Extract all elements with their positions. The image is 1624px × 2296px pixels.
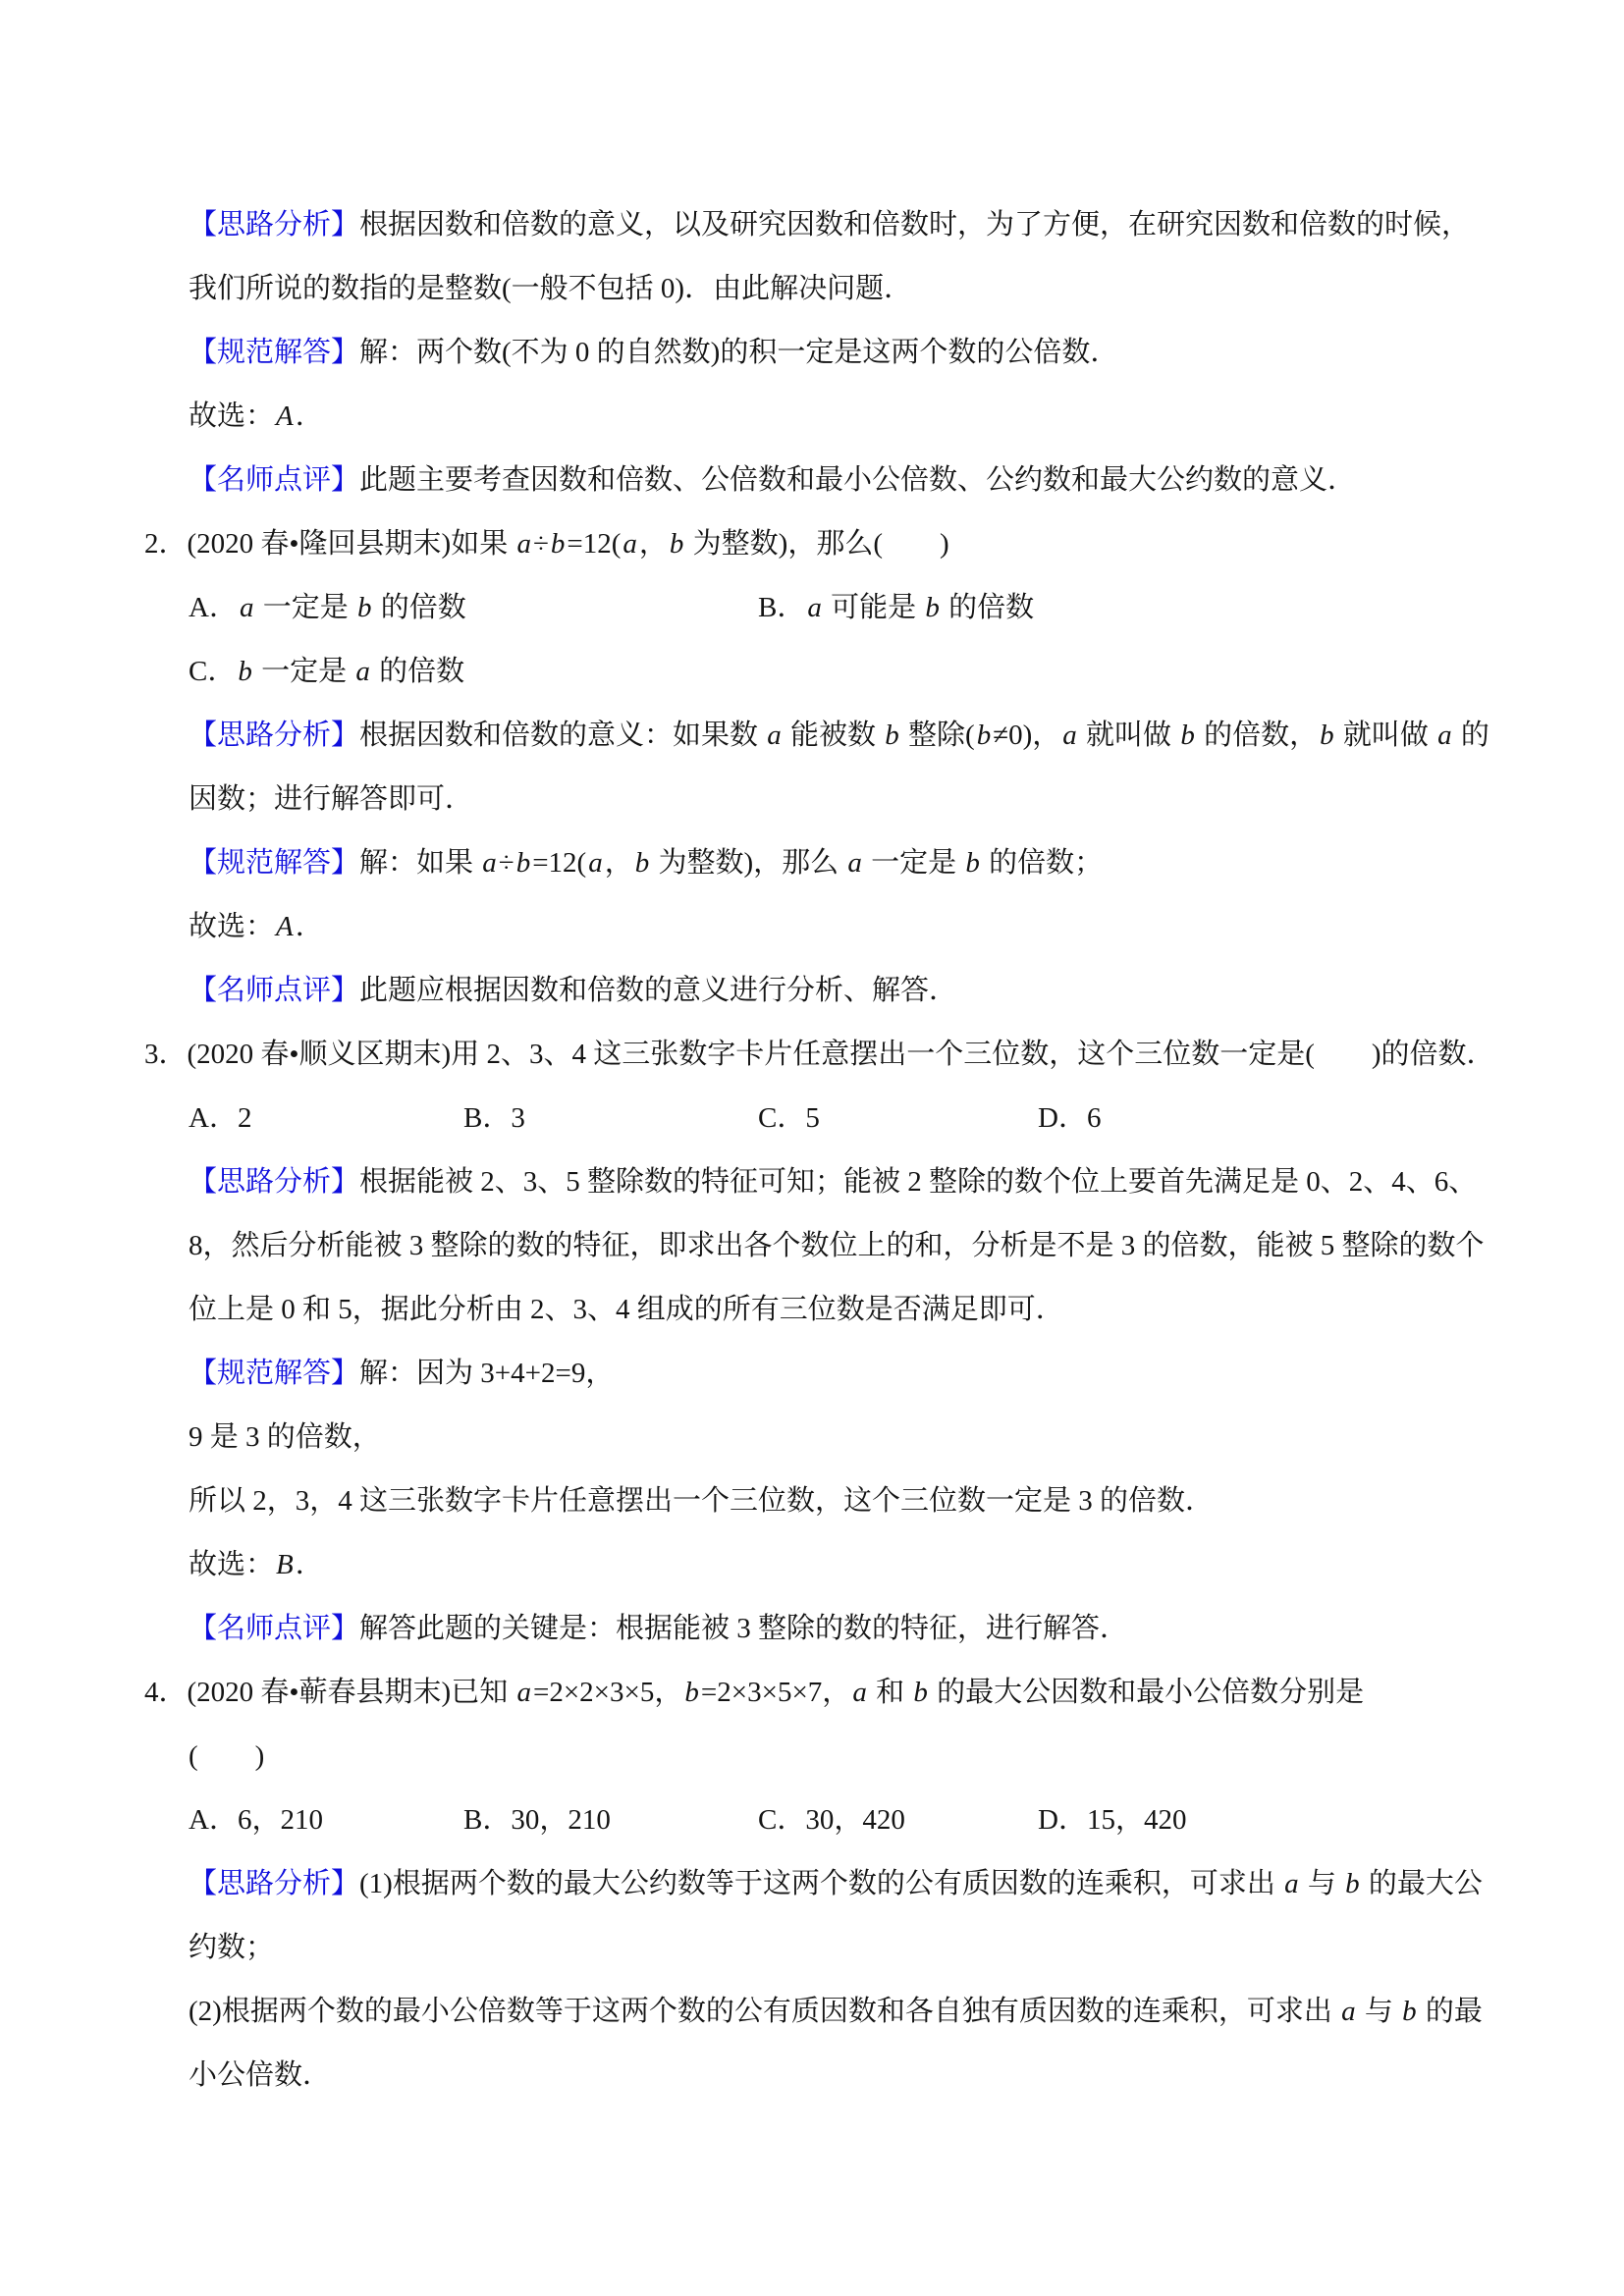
- math-variable: b: [238, 656, 252, 687]
- math-variable: a: [355, 656, 370, 687]
- text-run: 故选：: [189, 400, 275, 432]
- text-run: 4．(2020 春•蕲春县期末)已知: [144, 1677, 515, 1708]
- text-run: 2．(2020 春•隆回县期末)如果: [144, 528, 515, 560]
- text-run: 此题主要考查因数和倍数、公倍数和最小公倍数、公约数和最大公约数的意义．: [359, 464, 1357, 496]
- section-label: 【思路分析】: [189, 1868, 360, 1899]
- text-run: B．3: [463, 1102, 525, 1134]
- math-variable: a: [482, 847, 497, 879]
- math-variable: b: [515, 847, 531, 879]
- text-run: 所以 2，3，4 这三张数字卡片任意摆出一个三位数，这个三位数一定是 3 的倍数．: [189, 1485, 1215, 1517]
- text-line: [0, 1342, 1624, 1406]
- text-line: [0, 831, 1624, 895]
- option-item: [463, 1789, 758, 1852]
- text-run: A．2: [189, 1102, 252, 1134]
- text-run: 的倍数: [941, 592, 1035, 623]
- text-run: 和: [868, 1677, 912, 1708]
- text-line: [0, 1980, 1624, 2044]
- text-line: [0, 704, 1624, 768]
- text-run: ( ): [189, 1740, 265, 1772]
- math-variable: b: [634, 847, 650, 879]
- math-variable: a: [239, 592, 254, 623]
- text-run: 一定是: [863, 847, 964, 879]
- text-run: B．: [758, 592, 806, 623]
- math-variable: A: [276, 911, 294, 942]
- math-variable: a: [1437, 720, 1452, 751]
- text-line: [0, 1150, 1624, 1214]
- math-variable: a: [516, 1677, 531, 1708]
- text-run: 故选：: [189, 1549, 275, 1580]
- text-run: ．: [295, 400, 324, 432]
- text-run: ÷: [532, 528, 549, 560]
- text-run: D．6: [1038, 1102, 1102, 1134]
- option-item: [189, 1789, 463, 1852]
- text-line: [0, 1597, 1624, 1661]
- text-line: [0, 385, 1624, 449]
- option-item: [1038, 1087, 1101, 1150]
- text-run: 的最大公因数和最小公倍数分别是: [929, 1677, 1365, 1708]
- math-variable: b: [356, 592, 372, 623]
- text-run: 我们所说的数指的是整数(一般不包括 0)．由此解决问题．: [189, 273, 913, 304]
- text-line: [0, 2044, 1624, 2108]
- option-item: [463, 1087, 758, 1150]
- text-run: 8，然后分析能被 3 整除的数的特征，即求出各个数位上的和，分析是不是 3 的倍数，能被 5 整除的数个: [189, 1230, 1485, 1261]
- options-row: [0, 1789, 1624, 1852]
- math-variable: b: [669, 528, 684, 560]
- text-run: 约数；: [189, 1932, 275, 1963]
- math-variable: a: [1341, 1996, 1356, 2027]
- text-line: [0, 1406, 1624, 1469]
- text-run: 为整数)，那么: [651, 847, 846, 879]
- text-run: =12(: [532, 847, 587, 879]
- text-line: [0, 1725, 1624, 1789]
- section-label: 【规范解答】: [189, 337, 360, 368]
- math-variable: b: [925, 592, 940, 623]
- section-label: 【规范解答】: [189, 847, 360, 879]
- text-run: 的倍数: [373, 592, 466, 623]
- math-variable: b: [965, 847, 980, 879]
- option-item: [1038, 1789, 1186, 1852]
- option-item: [189, 1087, 463, 1150]
- text-run: 的倍数，: [1196, 720, 1319, 751]
- text-line: [0, 640, 1624, 704]
- math-variable: B: [276, 1549, 294, 1580]
- math-variable: b: [1320, 720, 1334, 751]
- option-item: [758, 1087, 1038, 1150]
- text-run: 9 是 3 的倍数，: [189, 1421, 381, 1453]
- text-line: [0, 959, 1624, 1023]
- text-run: D．15，420: [1038, 1804, 1187, 1836]
- text-run: 解：因为 3+4+2=9，: [359, 1358, 615, 1389]
- text-run: ÷: [498, 847, 514, 879]
- text-run: 解：两个数(不为 0 的自然数)的积一定是这两个数的公倍数．: [359, 337, 1119, 368]
- text-run: 就叫做: [1078, 720, 1179, 751]
- question-line: [0, 1023, 1624, 1087]
- question-line: [0, 1661, 1624, 1725]
- text-run: 整除(: [900, 720, 975, 751]
- text-run: 根据能被 2、3、5 整除数的特征可知；能被 2 整除的数个位上要首先满足是 0、2、4、6、: [359, 1166, 1478, 1198]
- section-label: 【名师点评】: [189, 1613, 360, 1644]
- math-variable: a: [852, 1677, 867, 1708]
- text-run: 的倍数: [371, 656, 465, 687]
- text-line: [0, 768, 1624, 831]
- text-run: 一定是: [253, 656, 354, 687]
- text-line: [0, 449, 1624, 512]
- text-run: ，: [638, 528, 668, 560]
- text-run: 一定是: [255, 592, 355, 623]
- section-label: 【思路分析】: [189, 209, 360, 240]
- math-variable: b: [1345, 1868, 1360, 1899]
- math-variable: a: [807, 592, 822, 623]
- math-variable: a: [588, 847, 603, 879]
- text-line: [0, 1916, 1624, 1980]
- math-variable: a: [1284, 1868, 1299, 1899]
- options-row: [0, 576, 1624, 640]
- math-variable: b: [913, 1677, 928, 1708]
- text-run: 故选：: [189, 911, 275, 942]
- math-variable: a: [847, 847, 862, 879]
- text-run: 的最: [1418, 1996, 1483, 2027]
- math-variable: a: [623, 528, 637, 560]
- text-run: 3．(2020 春•顺义区期末)用 2、3、4 这三张数字卡片任意摆出一个三位数，这个三位数一定是( )的倍数．: [144, 1039, 1495, 1070]
- option-item: [758, 576, 1034, 640]
- text-run: 与: [1357, 1996, 1401, 2027]
- section-label: 【思路分析】: [189, 1166, 360, 1198]
- text-run: (2)根据两个数的最小公倍数等于这两个数的公有质因数和各自独有质因数的连乘积，可求出: [189, 1996, 1340, 2027]
- section-label: 【名师点评】: [189, 464, 360, 496]
- question-line: [0, 512, 1624, 576]
- text-line: [0, 895, 1624, 959]
- option-item: [189, 576, 758, 640]
- math-variable: a: [1062, 720, 1077, 751]
- math-variable: b: [684, 1677, 699, 1708]
- text-line: [0, 321, 1624, 385]
- text-run: =12(: [567, 528, 622, 560]
- text-run: 小公倍数．: [189, 2059, 332, 2091]
- text-line: [0, 1278, 1624, 1342]
- text-run: A．6，210: [189, 1804, 323, 1836]
- text-run: 解答此题的关键是：根据能被 3 整除的数的特征，进行解答．: [359, 1613, 1129, 1644]
- text-run: =2×2×3×5，: [532, 1677, 683, 1708]
- section-label: 【思路分析】: [189, 720, 360, 751]
- math-variable: b: [976, 720, 992, 751]
- text-run: 与: [1300, 1868, 1344, 1899]
- text-run: C．5: [758, 1102, 820, 1134]
- text-run: ．: [295, 1549, 324, 1580]
- text-run: ≠0)，: [993, 720, 1061, 751]
- text-run: 为整数)，那么( ): [685, 528, 949, 560]
- text-run: 可能是: [823, 592, 924, 623]
- text-line: [0, 193, 1624, 257]
- math-variable: b: [550, 528, 566, 560]
- text-run: (1)根据两个数的最大公约数等于这两个数的公有质因数的连乘积，可求出: [359, 1868, 1283, 1899]
- text-run: 的最大公: [1361, 1868, 1483, 1899]
- text-line: [0, 1214, 1624, 1278]
- text-run: C．30，420: [758, 1804, 905, 1836]
- math-variable: b: [1180, 720, 1195, 751]
- section-label: 【名师点评】: [189, 975, 360, 1006]
- math-variable: a: [767, 720, 782, 751]
- text-run: 的倍数；: [981, 847, 1104, 879]
- text-line: [0, 1852, 1624, 1916]
- text-run: 根据因数和倍数的意义：如果数: [359, 720, 766, 751]
- math-variable: A: [276, 400, 294, 432]
- text-line: [0, 257, 1624, 321]
- text-run: A．: [189, 592, 238, 623]
- math-variable: a: [516, 528, 531, 560]
- math-variable: b: [885, 720, 899, 751]
- text-run: 因数；进行解答即可．: [189, 783, 474, 815]
- text-run: ．: [295, 911, 324, 942]
- text-run: 根据因数和倍数的意义，以及研究因数和倍数时，为了方便，在研究因数和倍数的时候，: [359, 209, 1471, 240]
- text-line: [0, 1469, 1624, 1533]
- option-item: [758, 1789, 1038, 1852]
- text-run: ，: [604, 847, 633, 879]
- text-run: 就叫做: [1335, 720, 1436, 751]
- math-variable: b: [1402, 1996, 1417, 2027]
- text-line: [0, 1533, 1624, 1597]
- text-run: =2×3×5×7，: [700, 1677, 851, 1708]
- text-run: 的: [1453, 720, 1489, 751]
- options-row: [0, 1087, 1624, 1150]
- text-run: 位上是 0 和 5，据此分析由 2、3、4 组成的所有三位数是否满足即可．: [189, 1294, 1064, 1325]
- text-run: 能被数: [783, 720, 884, 751]
- text-run: 此题应根据因数和倍数的意义进行分析、解答．: [359, 975, 958, 1006]
- text-run: 解：如果: [359, 847, 481, 879]
- section-label: 【规范解答】: [189, 1358, 360, 1389]
- text-run: B．30，210: [463, 1804, 611, 1836]
- text-run: C．: [189, 656, 237, 687]
